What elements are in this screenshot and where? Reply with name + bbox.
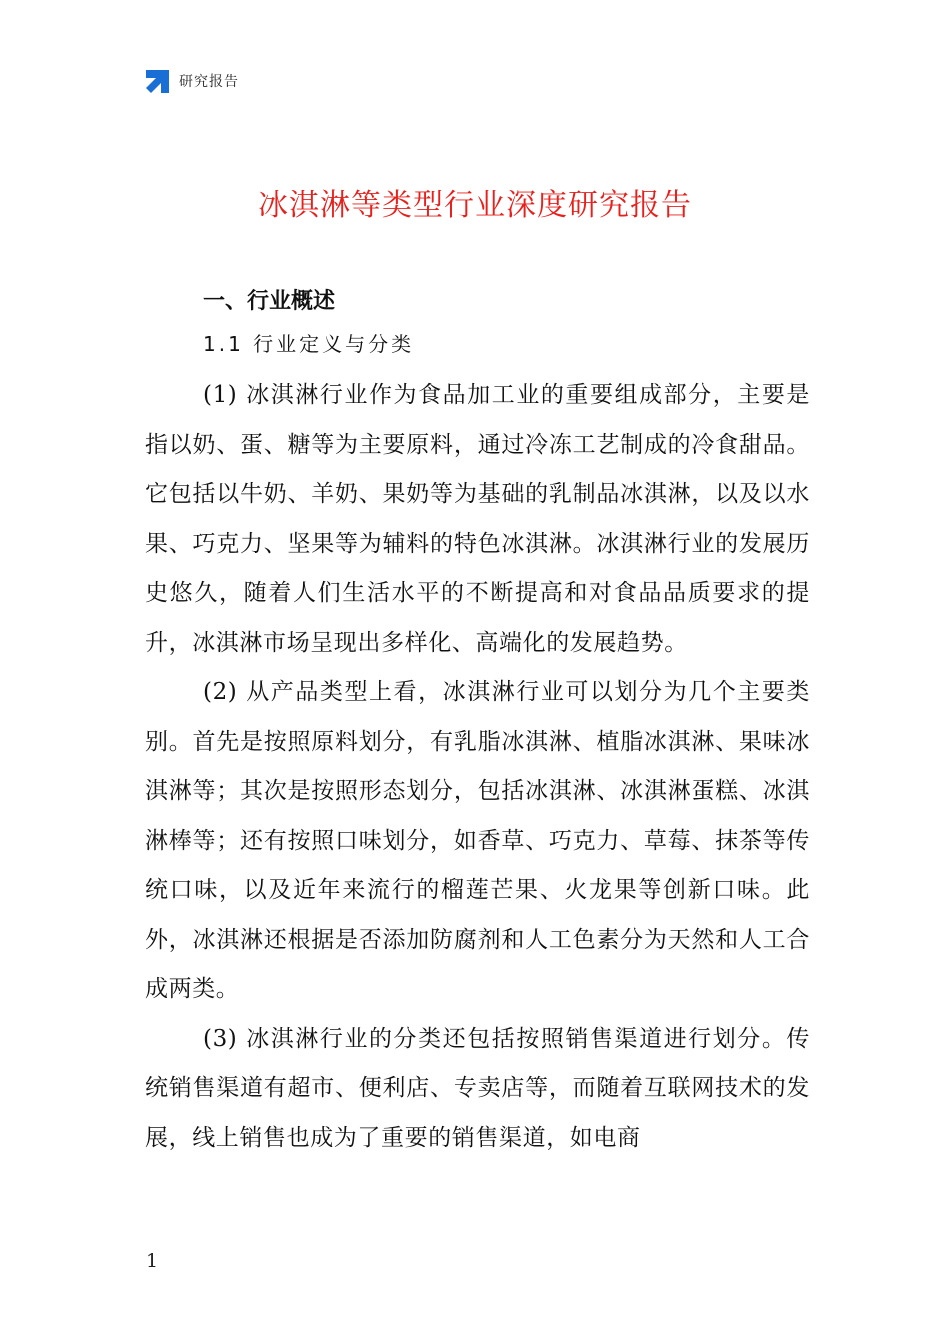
paragraph-3: (3) 冰淇淋行业的分类还包括按照销售渠道进行划分。传统销售渠道有超市、便利店、专卖店等，而随着互联网技术的发展，线上销售也成为了重要的销售渠道，如电商 <box>145 1025 810 1151</box>
arrow-up-right-icon <box>144 68 171 95</box>
subsection-heading: 1.1 行业定义与分类 <box>203 332 415 356</box>
paragraph-2: (2) 从产品类型上看，冰淇淋行业可以划分为几个主要类别。首先是按照原料划分，有乳脂冰淇淋、植脂冰淇淋、果味冰淇淋等；其次是按照形态划分，包括冰淇淋、冰淇淋蛋糕、冰淇淋棒等；还有按照口味划分，如香草、巧克力、草莓、抹茶等传统口味，以及近年来流行的榴莲芒果、火龙果等创新口味。此外，冰淇淋还根据是否添加防腐剂和人工色素分为天然和人工合成两类。 <box>145 679 810 1002</box>
paragraph-1: (1) 冰淇淋行业作为食品加工业的重要组成部分，主要是指以奶、蛋、糖等为主要原料，通过冷冻工艺制成的冷食甜品。它包括以牛奶、羊奶、果奶等为基础的乳制品冰淇淋，以及以水果、巧克力、坚果等为辅料的特色冰淇淋。冰淇淋行业的发展历史悠久，随着人们生活水平的不断提高和对食品品质要求的提升，冰淇淋市场呈现出多样化、高端化的发展趋势。 <box>145 382 810 656</box>
header-label: 研究报告 <box>179 74 239 90</box>
document-title: 冰淇淋等类型行业深度研究报告 <box>258 188 692 223</box>
document-body <box>145 282 810 1163</box>
document-header <box>144 66 239 96</box>
page-number: 1 <box>146 1250 159 1272</box>
section-heading: 一、行业概述 <box>203 289 336 314</box>
